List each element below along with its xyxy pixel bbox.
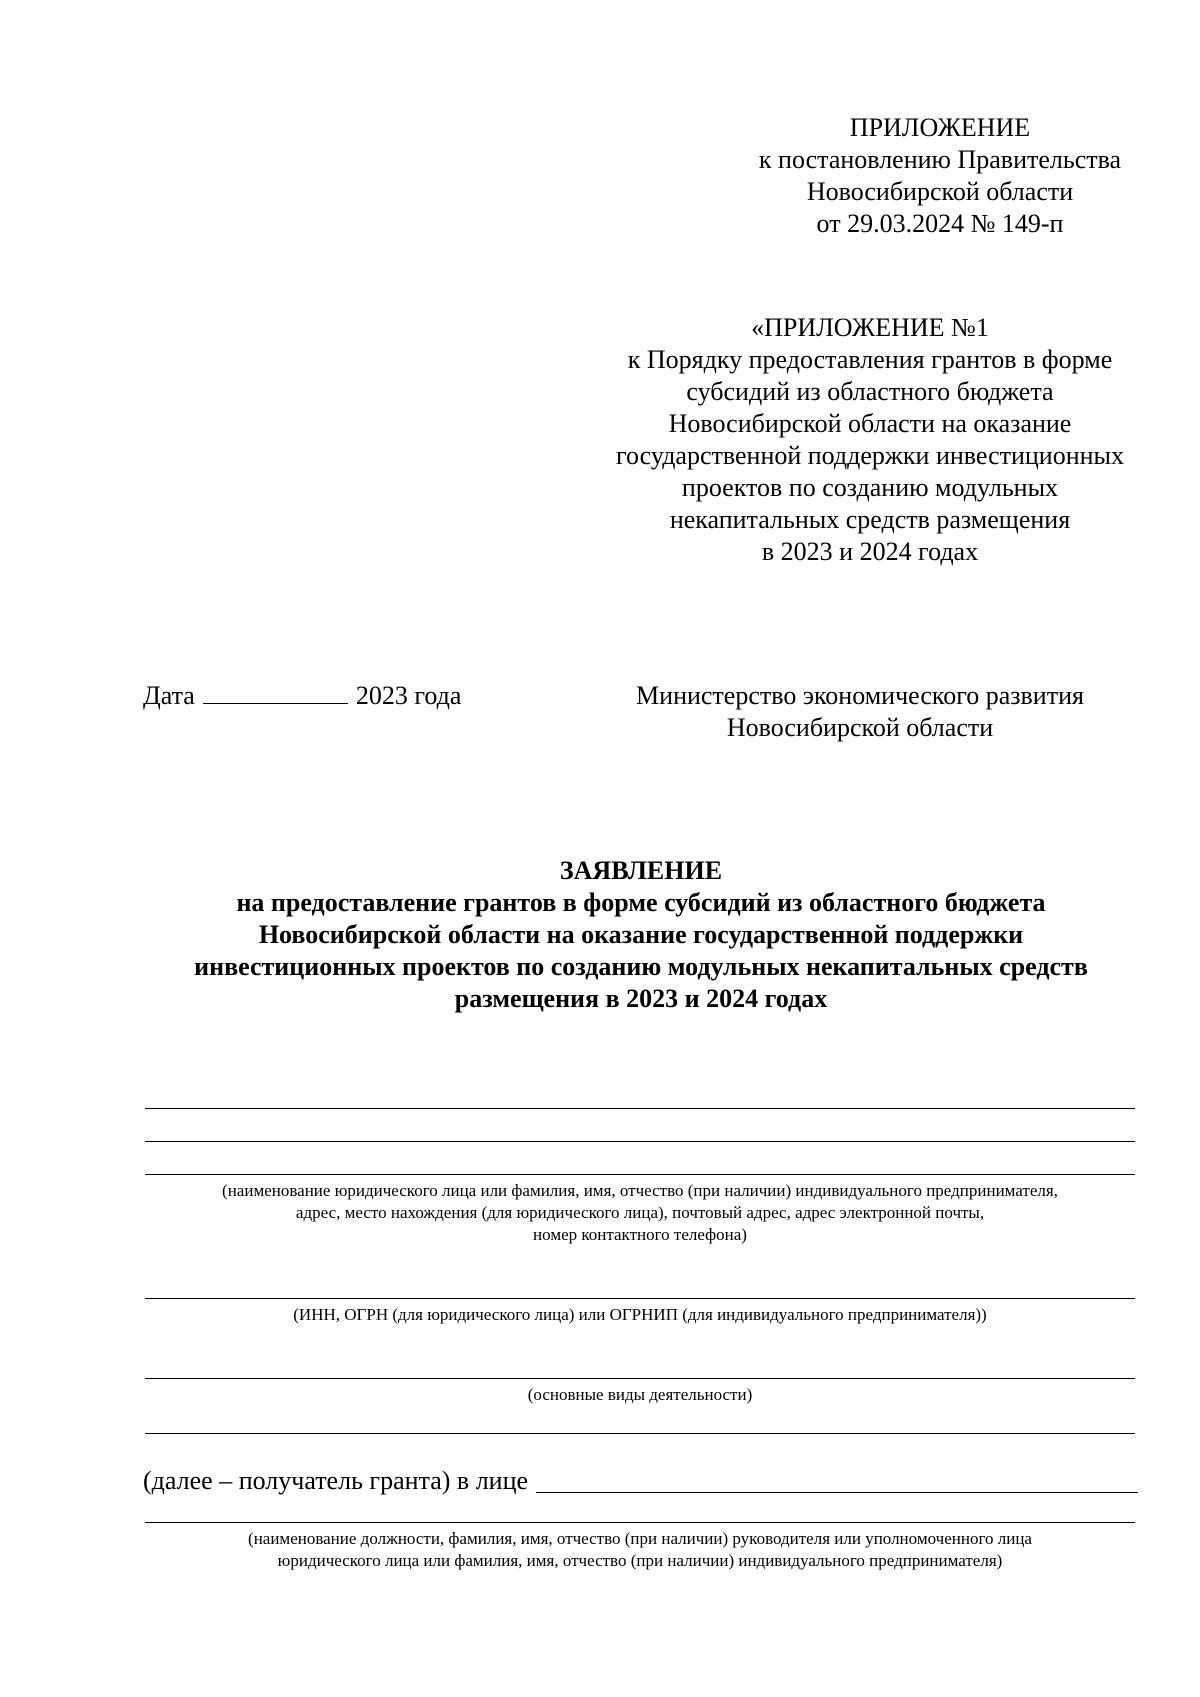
procedure-appendix-line: проектов по созданию модульных [681,473,1059,502]
appendix-line: к постановлению Правительства [758,145,1122,174]
representative-caption-line: юридического лица или фамилия, имя, отчество (при наличии) индивидуального предпринимателя) [277,1551,1003,1570]
statement-heading: ЗАЯВЛЕНИЕ [559,856,723,885]
appendix-line: Новосибирской области [806,177,1074,206]
applicant-caption-line: номер контактного телефона) [533,1225,747,1244]
applicant-caption [140,1180,1140,1246]
statement-subtitle-line: размещения в 2023 и 2024 годах [454,984,828,1013]
recipient-input-blank[interactable] [536,1466,1138,1493]
procedure-appendix-title: «ПРИЛОЖЕНИЕ №1 [751,313,989,342]
procedure-appendix-line: к Порядку предоставления грантов в форме [627,345,1113,374]
procedure-appendix-line: государственной поддержки инвестиционных [615,441,1125,470]
representative-line[interactable] [145,1522,1135,1523]
representative-caption [140,1528,1140,1572]
statement-title [143,855,1139,1015]
applicant-name-line-3[interactable] [145,1174,1135,1175]
appendix-date-number: от 29.03.2024 № 149-п [816,209,1064,238]
activities-extra-line[interactable] [145,1433,1135,1434]
statement-subtitle-line: на предоставление грантов в форме субсидий из областного бюджета [236,888,1046,917]
applicant-caption-line: (наименование юридического лица или фамилия, имя, отчество (при наличии) индивидуального предпринимателя, [222,1181,1058,1200]
statement-subtitle-line: инвестиционных проектов по созданию модульных некапитальных средств [194,952,1088,981]
date-label: Дата [143,681,195,710]
representative-caption-line: (наименование должности, фамилия, имя, отчество (при наличии) руководителя или уполномоченного лица [248,1529,1032,1548]
recipient-field [143,1465,1138,1497]
procedure-appendix-line: некапитальных средств размещения [669,505,1071,534]
recipient-label: (далее – получатель гранта) в лице [143,1466,529,1495]
ids-caption: (ИНН, ОГРН (для юридического лица) или ОГРНИП (для индивидуального предпринимателя)) [293,1305,987,1324]
procedure-appendix-header [570,312,1170,568]
ids-line[interactable] [145,1298,1135,1299]
applicant-name-line-1[interactable] [145,1108,1135,1109]
procedure-appendix-line: субсидий из областного бюджета [686,377,1054,406]
date-suffix: 2023 года [355,681,462,710]
addressee [610,680,1110,744]
date-field [143,680,461,712]
activities-line[interactable] [145,1378,1135,1379]
addressee-line: Новосибирской области [726,713,994,742]
appendix-header [700,112,1180,240]
appendix-title: ПРИЛОЖЕНИЕ [849,113,1031,142]
date-input-blank[interactable] [203,681,348,704]
activities-caption: (основные виды деятельности) [527,1385,753,1404]
statement-subtitle-line: Новосибирской области на оказание государственной поддержки [258,920,1024,949]
procedure-appendix-line: в 2023 и 2024 годах [761,537,979,566]
addressee-line: Министерство экономического развития [636,681,1084,710]
applicant-name-line-2[interactable] [145,1141,1135,1142]
applicant-caption-line: адрес, место нахождения (для юридического лица), почтовый адрес, адрес электронной почты, [295,1203,985,1222]
procedure-appendix-line: Новосибирской области на оказание [668,409,1072,438]
